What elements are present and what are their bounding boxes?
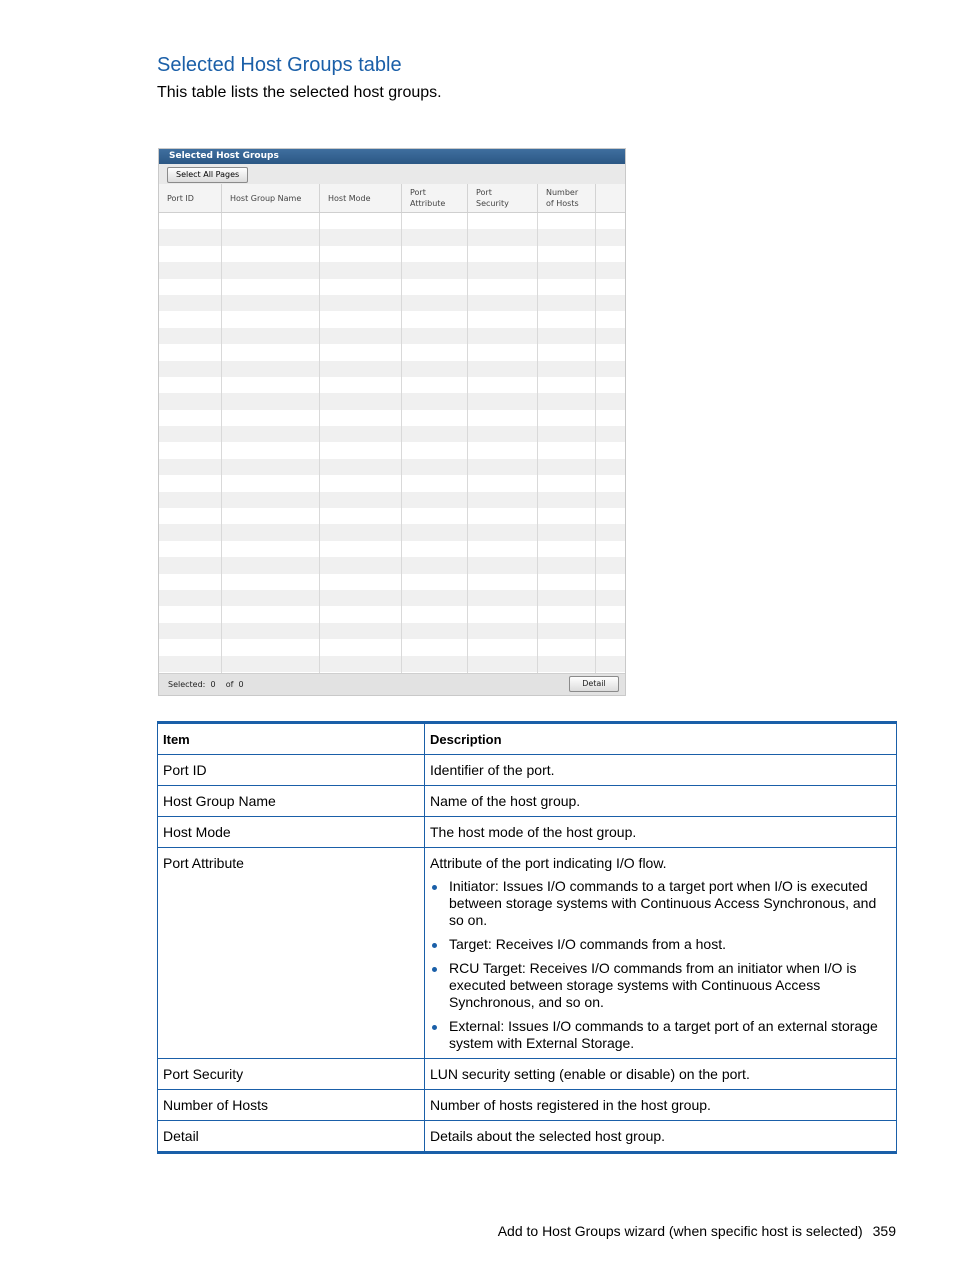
header-item: Item: [158, 723, 425, 755]
description-cell: Name of the host group.: [425, 786, 897, 817]
column-header-host-mode[interactable]: Host Mode: [320, 184, 402, 212]
detail-button[interactable]: Detail: [569, 676, 619, 692]
table-row: [158, 1059, 897, 1090]
grid-header: [159, 184, 625, 213]
item-cell: Port ID: [158, 755, 425, 786]
table-row: [158, 817, 897, 848]
item-cell: Number of Hosts: [158, 1090, 425, 1121]
table-row: [158, 1090, 897, 1121]
description-cell: Details about the selected host group.: [425, 1121, 897, 1153]
column-divider: [595, 213, 596, 674]
grid-row: [159, 639, 625, 655]
column-divider: [537, 213, 538, 674]
grid-body: [159, 213, 625, 674]
column-header-number-of-hosts[interactable]: Number of Hosts: [538, 184, 596, 212]
host-groups-grid: [159, 184, 625, 674]
select-all-pages-button[interactable]: Select All Pages: [167, 167, 248, 183]
item-cell: Detail: [158, 1121, 425, 1153]
item-cell: Port Security: [158, 1059, 425, 1090]
grid-row: [159, 508, 625, 524]
list-item: Target: Receives I/O commands from a host.: [449, 936, 891, 953]
grid-row: [159, 492, 625, 508]
bullet-list: [430, 878, 891, 1052]
column-divider: [319, 213, 320, 674]
grid-row: [159, 459, 625, 475]
table-row: [158, 786, 897, 817]
grid-row: [159, 574, 625, 590]
grid-row: [159, 606, 625, 622]
grid-row: [159, 590, 625, 606]
panel-title: Selected Host Groups: [159, 149, 625, 164]
grid-row: [159, 623, 625, 639]
item-cell: Port Attribute: [158, 848, 425, 1059]
column-header-filler: [596, 184, 625, 212]
grid-row: [159, 328, 625, 344]
grid-row: [159, 229, 625, 245]
column-header-port-id[interactable]: Port ID: [159, 184, 222, 212]
grid-row: [159, 393, 625, 409]
description-cell: Number of hosts registered in the host group.: [425, 1090, 897, 1121]
panel-footer: [159, 673, 625, 695]
header-description: Description: [425, 723, 897, 755]
grid-row: [159, 311, 625, 327]
list-item: External: Issues I/O commands to a target port of an external storage system with External Storage.: [449, 1018, 891, 1052]
column-header-port-security[interactable]: Port Security: [468, 184, 538, 212]
grid-row: [159, 213, 625, 229]
table-header-row: [158, 723, 897, 755]
grid-row: [159, 475, 625, 491]
description-cell: [425, 848, 897, 1059]
grid-row: [159, 557, 625, 573]
table-row: [158, 755, 897, 786]
description-table: [157, 721, 897, 1154]
grid-row: [159, 426, 625, 442]
item-cell: Host Mode: [158, 817, 425, 848]
column-header-host-group-name[interactable]: Host Group Name: [222, 184, 320, 212]
selection-count: Selected: 0 of 0: [168, 680, 244, 689]
description-text: Attribute of the port indicating I/O flow.: [430, 855, 667, 871]
grid-row: [159, 295, 625, 311]
list-item: RCU Target: Receives I/O commands from an initiator when I/O is executed between storage systems with Continuous Access Synchronous, and so on.: [449, 960, 891, 1011]
grid-row: [159, 410, 625, 426]
grid-row: [159, 344, 625, 360]
panel-toolbar: [159, 164, 625, 184]
description-cell: Identifier of the port.: [425, 755, 897, 786]
description-cell: LUN security setting (enable or disable) on the port.: [425, 1059, 897, 1090]
column-divider: [221, 213, 222, 674]
column-divider: [401, 213, 402, 674]
table-row: [158, 848, 897, 1059]
column-header-port-attribute[interactable]: Port Attribute: [402, 184, 468, 212]
grid-row: [159, 442, 625, 458]
column-divider: [467, 213, 468, 674]
table-row: [158, 1121, 897, 1153]
grid-row: [159, 541, 625, 557]
grid-row: [159, 262, 625, 278]
section-title: Selected Host Groups table: [157, 54, 402, 76]
grid-row: [159, 377, 625, 393]
list-item: Initiator: Issues I/O commands to a target port when I/O is executed between storage systems with Continuous Access Synchronous, and so on.: [449, 878, 891, 929]
grid-row: [159, 656, 625, 672]
page-number: 359: [872, 1223, 896, 1239]
selected-host-groups-panel: [158, 148, 626, 696]
description-cell: The host mode of the host group.: [425, 817, 897, 848]
grid-row: [159, 361, 625, 377]
grid-row: [159, 524, 625, 540]
grid-row: [159, 246, 625, 262]
page-footer: [498, 1223, 896, 1239]
footer-text: Add to Host Groups wizard (when specific host is selected): [497, 1223, 863, 1239]
grid-row: [159, 279, 625, 295]
intro-text: This table lists the selected host groups.: [157, 84, 442, 101]
item-cell: Host Group Name: [158, 786, 425, 817]
